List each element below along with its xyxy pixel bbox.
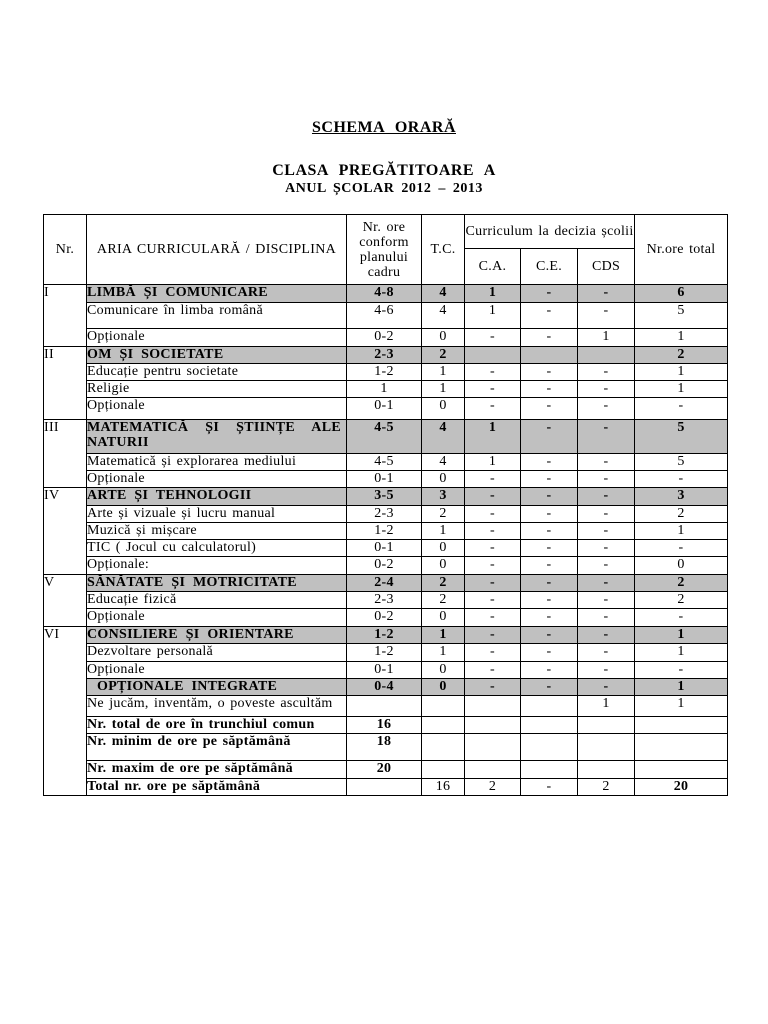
ce-cell: - — [521, 506, 578, 523]
ca-cell: - — [465, 364, 521, 381]
discipline-label: Ne jucăm, inventăm, o poveste ascultăm — [87, 696, 347, 717]
ce-cell: - — [521, 575, 578, 592]
ce-cell: - — [521, 627, 578, 644]
section-label: SĂNĂTATE ȘI MOTRICITATE — [87, 575, 347, 592]
discipline-label: Educație pentru societate — [87, 364, 347, 381]
table-row — [44, 644, 728, 662]
cds-cell: - — [578, 575, 635, 592]
ca-cell: 1 — [465, 285, 521, 303]
row-number: V — [44, 575, 87, 627]
header-ce: C.E. — [521, 249, 578, 285]
ca-cell: 1 — [465, 454, 521, 471]
table-body — [44, 285, 728, 796]
ca-cell: - — [465, 471, 521, 488]
total-hours-cell: - — [635, 540, 728, 557]
table-row — [44, 303, 728, 329]
school-year: ANUL ȘCOLAR 2012 – 2013 — [285, 181, 483, 196]
ce-cell — [521, 761, 578, 779]
section-label: OM ȘI SOCIETATE — [87, 347, 347, 364]
header-area: ARIA CURRICULARĂ / DISCIPLINA — [87, 215, 347, 285]
ce-cell: - — [521, 329, 578, 347]
table-row — [44, 540, 728, 557]
tc-cell: 3 — [422, 488, 465, 506]
total-hours-cell: - — [635, 662, 728, 679]
ce-cell: - — [521, 644, 578, 662]
cds-cell: 2 — [578, 779, 635, 796]
cds-cell: - — [578, 488, 635, 506]
discipline-label: Opționale: — [87, 557, 347, 575]
total-hours-cell: 5 — [635, 303, 728, 329]
row-number: II — [44, 347, 87, 420]
table-row — [44, 471, 728, 488]
table-row — [44, 506, 728, 523]
cds-cell: - — [578, 420, 635, 454]
ca-cell: - — [465, 540, 521, 557]
ce-cell: - — [521, 454, 578, 471]
ca-cell: - — [465, 592, 521, 609]
discipline-label: TIC ( Jocul cu calculatorul) — [87, 540, 347, 557]
header-total-hours: Nr.ore total — [635, 215, 728, 285]
header-cds: CDS — [578, 249, 635, 285]
ce-cell: - — [521, 557, 578, 575]
total-hours-cell: 1 — [635, 627, 728, 644]
ce-cell: - — [521, 540, 578, 557]
ca-cell — [465, 761, 521, 779]
discipline-label: Nr. maxim de ore pe săptămână — [87, 761, 347, 779]
ce-cell: - — [521, 398, 578, 420]
plan-hours-cell: 2-3 — [347, 347, 422, 364]
total-hours-cell: 1 — [635, 329, 728, 347]
section-label: CONSILIERE ȘI ORIENTARE — [87, 627, 347, 644]
table-row — [44, 679, 728, 696]
ce-cell: - — [521, 488, 578, 506]
ca-cell — [465, 696, 521, 717]
table-row — [44, 696, 728, 717]
timetable-table — [43, 214, 728, 796]
ca-cell: - — [465, 662, 521, 679]
tc-cell: 2 — [422, 575, 465, 592]
cds-cell: - — [578, 381, 635, 398]
header-nr: Nr. — [44, 215, 87, 285]
total-hours-cell: 1 — [635, 364, 728, 381]
plan-hours-cell: 3-5 — [347, 488, 422, 506]
ca-cell: - — [465, 609, 521, 627]
table-row — [44, 420, 728, 454]
ce-cell: - — [521, 679, 578, 696]
ca-cell: - — [465, 627, 521, 644]
header-tc: T.C. — [422, 215, 465, 285]
tc-cell: 0 — [422, 329, 465, 347]
plan-hours-cell: 1 — [347, 381, 422, 398]
table-row — [44, 592, 728, 609]
tc-cell: 1 — [422, 523, 465, 540]
table-row — [44, 347, 728, 364]
section-label: ARTE ȘI TEHNOLOGII — [87, 488, 347, 506]
table-row — [44, 523, 728, 540]
total-hours-cell — [635, 717, 728, 734]
total-hours-cell — [635, 761, 728, 779]
tc-cell: 16 — [422, 779, 465, 796]
tc-cell: 4 — [422, 420, 465, 454]
total-hours-cell: 1 — [635, 696, 728, 717]
ca-cell: 1 — [465, 420, 521, 454]
table-row — [44, 285, 728, 303]
discipline-label: Dezvoltare personală — [87, 644, 347, 662]
discipline-label: Opționale — [87, 471, 347, 488]
cds-cell: - — [578, 540, 635, 557]
cds-cell: - — [578, 627, 635, 644]
cds-cell: - — [578, 644, 635, 662]
ca-cell: - — [465, 398, 521, 420]
table-row — [44, 454, 728, 471]
tc-cell: 0 — [422, 679, 465, 696]
ce-cell — [521, 347, 578, 364]
total-hours-cell — [635, 734, 728, 761]
plan-hours-cell: 0-1 — [347, 471, 422, 488]
table-row — [44, 609, 728, 627]
tc-cell: 4 — [422, 285, 465, 303]
cds-cell: 1 — [578, 329, 635, 347]
discipline-label: Nr. minim de ore pe săptămână — [87, 734, 347, 761]
discipline-label: Opționale — [87, 329, 347, 347]
plan-hours-cell: 0-1 — [347, 662, 422, 679]
ca-cell: 2 — [465, 779, 521, 796]
cds-cell: - — [578, 506, 635, 523]
plan-hours-cell: 18 — [347, 734, 422, 761]
plan-hours-cell: 20 — [347, 761, 422, 779]
table-row — [44, 627, 728, 644]
total-hours-cell: 0 — [635, 557, 728, 575]
tc-cell — [422, 717, 465, 734]
discipline-label: Comunicare în limba română — [87, 303, 347, 329]
plan-hours-cell: 4-8 — [347, 285, 422, 303]
tc-cell — [422, 696, 465, 717]
cds-cell: - — [578, 523, 635, 540]
tc-cell: 2 — [422, 506, 465, 523]
row-number: VI — [44, 627, 87, 796]
plan-hours-cell: 0-1 — [347, 540, 422, 557]
total-hours-cell: 3 — [635, 488, 728, 506]
ce-cell: - — [521, 420, 578, 454]
cds-cell: - — [578, 364, 635, 381]
cds-cell — [578, 761, 635, 779]
tc-cell: 0 — [422, 662, 465, 679]
table-row — [44, 557, 728, 575]
plan-hours-cell: 0-2 — [347, 609, 422, 627]
table-row — [44, 381, 728, 398]
cds-cell: - — [578, 454, 635, 471]
plan-hours-cell: 4-5 — [347, 454, 422, 471]
discipline-label: Opționale — [87, 398, 347, 420]
cds-cell: - — [578, 471, 635, 488]
plan-hours-cell — [347, 696, 422, 717]
tc-cell: 0 — [422, 471, 465, 488]
tc-cell: 4 — [422, 303, 465, 329]
section-label: LIMBĂ ȘI COMUNICARE — [87, 285, 347, 303]
plan-hours-cell: 2-4 — [347, 575, 422, 592]
cds-cell: - — [578, 592, 635, 609]
ce-cell: - — [521, 662, 578, 679]
plan-hours-cell: 0-2 — [347, 557, 422, 575]
ca-cell: 1 — [465, 303, 521, 329]
section-label: MATEMATICĂ ȘI ȘTIINȚE ALE NATURII — [87, 420, 347, 454]
tc-cell — [422, 761, 465, 779]
total-hours-cell: 2 — [635, 592, 728, 609]
cds-cell: - — [578, 662, 635, 679]
ce-cell: - — [521, 523, 578, 540]
table-row — [44, 779, 728, 796]
tc-cell: 2 — [422, 347, 465, 364]
discipline-label: Arte și vizuale și lucru manual — [87, 506, 347, 523]
ce-cell: - — [521, 364, 578, 381]
ce-cell: - — [521, 303, 578, 329]
ce-cell — [521, 734, 578, 761]
table-row — [44, 717, 728, 734]
total-hours-cell: 2 — [635, 506, 728, 523]
discipline-label: Muzică și mișcare — [87, 523, 347, 540]
discipline-label: Nr. total de ore în trunchiul comun — [87, 717, 347, 734]
tc-cell: 0 — [422, 557, 465, 575]
row-number: IV — [44, 488, 87, 575]
ce-cell — [521, 696, 578, 717]
ca-cell: - — [465, 506, 521, 523]
ce-cell: - — [521, 471, 578, 488]
total-hours-cell: - — [635, 609, 728, 627]
cds-cell: 1 — [578, 696, 635, 717]
cds-cell — [578, 734, 635, 761]
discipline-label: Opționale — [87, 609, 347, 627]
ca-cell: - — [465, 644, 521, 662]
ce-cell — [521, 717, 578, 734]
table-row — [44, 329, 728, 347]
discipline-label: Religie — [87, 381, 347, 398]
ca-cell: - — [465, 575, 521, 592]
ca-cell: - — [465, 557, 521, 575]
total-hours-cell: 1 — [635, 381, 728, 398]
total-hours-cell: 2 — [635, 575, 728, 592]
cds-cell — [578, 717, 635, 734]
total-hours-cell: - — [635, 398, 728, 420]
plan-hours-cell: 1-2 — [347, 644, 422, 662]
plan-hours-cell: 1-2 — [347, 523, 422, 540]
ce-cell: - — [521, 592, 578, 609]
plan-hours-cell: 16 — [347, 717, 422, 734]
section-label: OPȚIONALE INTEGRATE — [87, 679, 347, 696]
cds-cell: - — [578, 557, 635, 575]
plan-hours-cell: 2-3 — [347, 506, 422, 523]
total-hours-cell: 5 — [635, 454, 728, 471]
plan-hours-cell: 1-2 — [347, 627, 422, 644]
tc-cell — [422, 734, 465, 761]
table-row — [44, 364, 728, 381]
total-hours-cell: 1 — [635, 679, 728, 696]
document-title: SCHEMA ORARĂ — [311, 119, 456, 136]
table-row — [44, 488, 728, 506]
plan-hours-cell: 4-5 — [347, 420, 422, 454]
row-number: I — [44, 285, 87, 347]
discipline-label: Total nr. ore pe săptămână — [87, 779, 347, 796]
plan-hours-cell: 0-4 — [347, 679, 422, 696]
plan-hours-cell: 4-6 — [347, 303, 422, 329]
ca-cell — [465, 717, 521, 734]
total-hours-cell: 1 — [635, 644, 728, 662]
header-curriculum: Curriculum la decizia școlii — [465, 215, 635, 249]
total-hours-cell: 20 — [635, 779, 728, 796]
plan-hours-cell: 1-2 — [347, 364, 422, 381]
cds-cell: - — [578, 398, 635, 420]
table-row — [44, 575, 728, 592]
tc-cell: 0 — [422, 609, 465, 627]
cds-cell — [578, 347, 635, 364]
ce-cell: - — [521, 609, 578, 627]
plan-hours-cell — [347, 779, 422, 796]
ca-cell: - — [465, 329, 521, 347]
plan-hours-cell: 2-3 — [347, 592, 422, 609]
total-hours-cell: 2 — [635, 347, 728, 364]
ca-cell: - — [465, 488, 521, 506]
total-hours-cell: 6 — [635, 285, 728, 303]
header-plan-hours: Nr. ore conform planului cadru — [347, 215, 422, 285]
ce-cell: - — [521, 381, 578, 398]
cds-cell: - — [578, 609, 635, 627]
total-hours-cell: - — [635, 471, 728, 488]
ca-cell: - — [465, 679, 521, 696]
table-row — [44, 398, 728, 420]
ca-cell: - — [465, 381, 521, 398]
class-title: CLASA PREGĂTITOARE A — [272, 162, 496, 179]
cds-cell: - — [578, 285, 635, 303]
tc-cell: 0 — [422, 398, 465, 420]
tc-cell: 0 — [422, 540, 465, 557]
row-number: III — [44, 420, 87, 488]
tc-cell: 2 — [422, 592, 465, 609]
header-ca: C.A. — [465, 249, 521, 285]
total-hours-cell: 1 — [635, 523, 728, 540]
discipline-label: Opționale — [87, 662, 347, 679]
plan-hours-cell: 0-1 — [347, 398, 422, 420]
tc-cell: 1 — [422, 381, 465, 398]
ca-cell — [465, 734, 521, 761]
total-hours-cell: 5 — [635, 420, 728, 454]
table-row — [44, 761, 728, 779]
cds-cell: - — [578, 303, 635, 329]
ce-cell: - — [521, 285, 578, 303]
table-row — [44, 662, 728, 679]
ca-cell: - — [465, 523, 521, 540]
table-row — [44, 734, 728, 761]
discipline-label: Matematică și explorarea mediului — [87, 454, 347, 471]
tc-cell: 4 — [422, 454, 465, 471]
tc-cell: 1 — [422, 364, 465, 381]
ca-cell — [465, 347, 521, 364]
discipline-label: Educație fizică — [87, 592, 347, 609]
tc-cell: 1 — [422, 644, 465, 662]
cds-cell: - — [578, 679, 635, 696]
ce-cell: - — [521, 779, 578, 796]
tc-cell: 1 — [422, 627, 465, 644]
plan-hours-cell: 0-2 — [347, 329, 422, 347]
table-header — [44, 215, 728, 285]
